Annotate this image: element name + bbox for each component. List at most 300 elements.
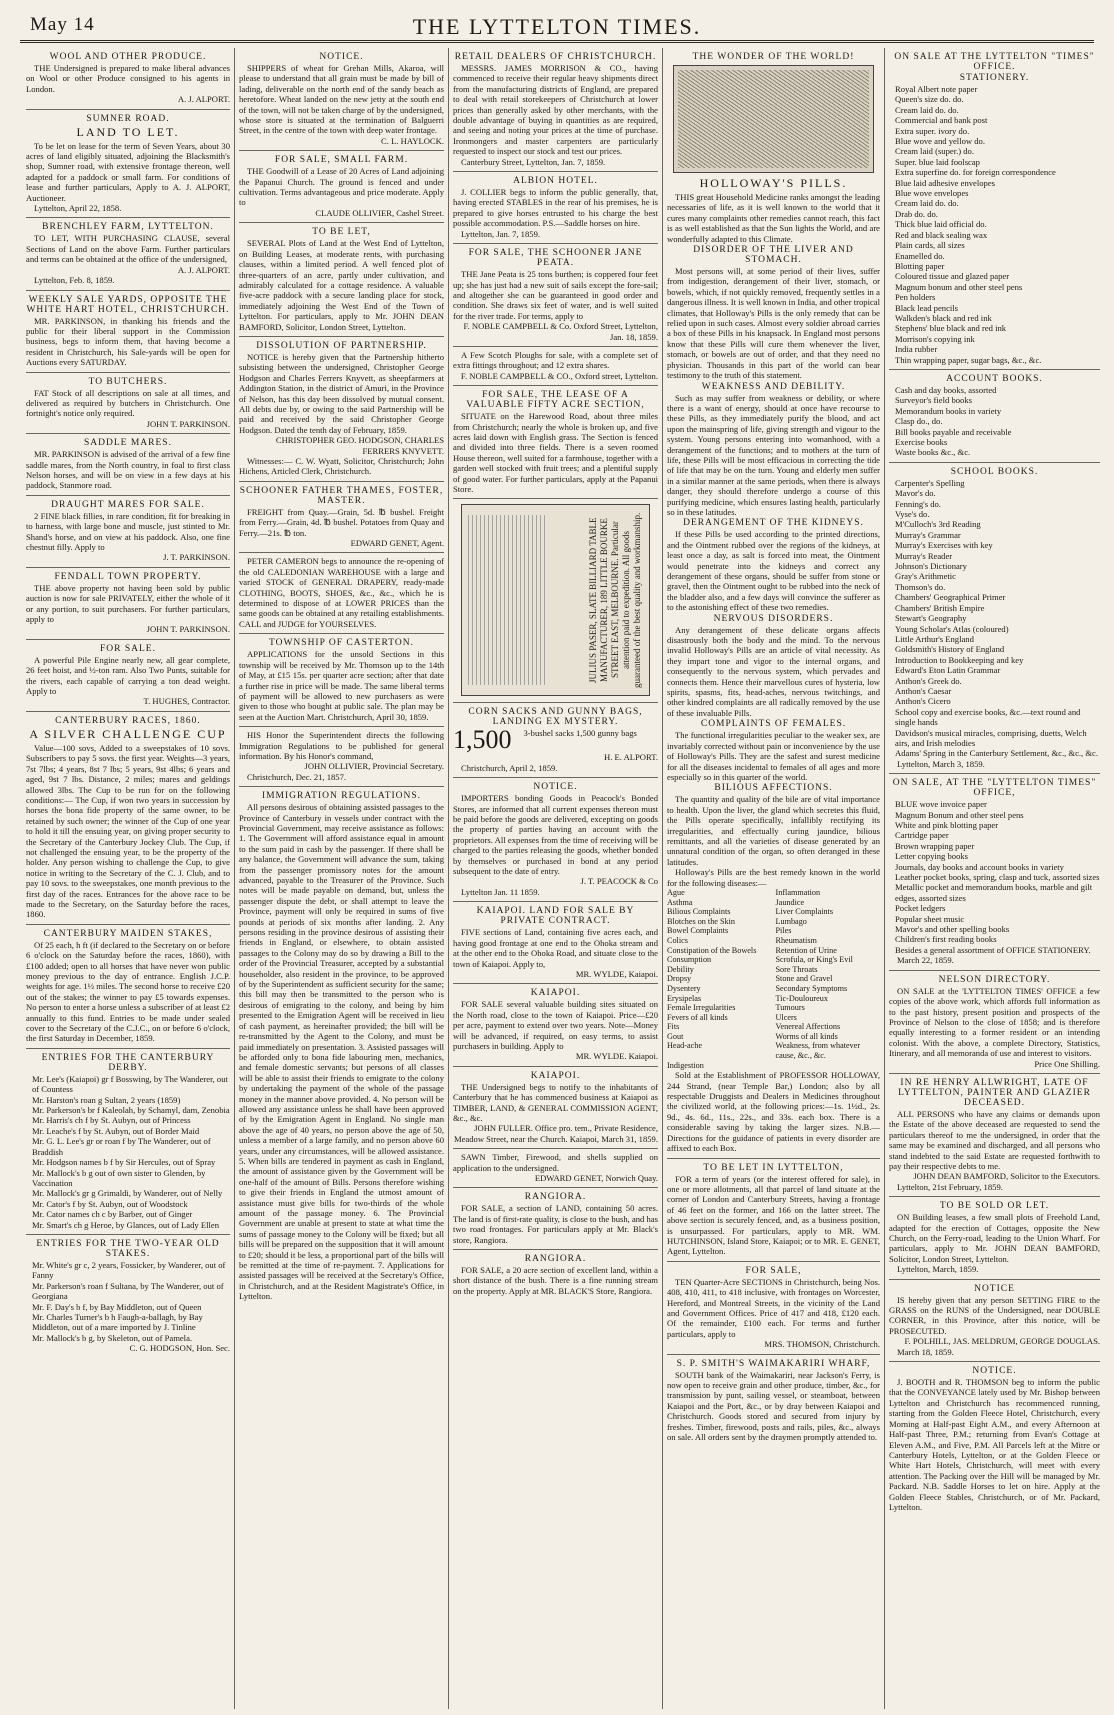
ad-date: Lyttelton, Feb. 8, 1859. <box>34 275 115 286</box>
ad-signature: MRS. THOMSON, Christchurch. <box>764 1339 880 1350</box>
list-item: Blue wove and yellow do. <box>895 136 985 147</box>
ad-body: J. COLLIER begs to inform the public generally, that, having erected STABLES in the rear of his premises, he is prepared to give horses entrusted to his charge the best possible accommodation. P.S.—Saddle horses on hire. <box>453 187 658 229</box>
ad-subheading: BILIOUS AFFECTIONS. <box>714 783 833 794</box>
item-list <box>889 385 1100 458</box>
ad-body: 3-bushel sacks 1,500 gunny bags <box>523 728 637 739</box>
entries-list <box>26 1074 230 1230</box>
list-item: Blotting paper <box>895 260 945 271</box>
ad-body: THE Undersigned is prepared to make liberal advances on Wool or other Produce consigned to his agents in London. <box>26 63 230 94</box>
column-4 <box>662 48 884 1709</box>
list-item: Mr. Lee's (Kaiapoi) gr f Bosswing, by The Wanderer, out of Countess <box>32 1073 228 1095</box>
ad-body: SOUTH bank of the Waimakariri, near Jackson's Ferry, is now open to receive grain and other produce, timber, &c., for transmission by punt, sailing vessel, or steamboat, between Kaiapoi and the Port, &c., or by dray between Kaiapoi and Christchurch. Goods stored and secured from injury by freshes. Timber, firewood, posts and rails, piles, &c., always on sale. All orders sent by the draymen promptly attended to. <box>667 1369 880 1443</box>
list-item: Bilious Complaints <box>667 907 731 917</box>
ad-saddle-mares <box>26 434 230 496</box>
ad-body: Holloway's Pills are the best remedy known in the world for the following diseases:— <box>667 867 880 888</box>
list-item: Popular sheet music <box>895 913 965 924</box>
ad-subheading: WEAKNESS AND DEBILITY. <box>701 381 846 392</box>
list-item: Mr. Leache's f by St. Aubyn, out of Border Maid <box>32 1125 200 1136</box>
ad-body: FOR SALE, a section of LAND, containing 50 acres. The land is of first-rate quality, is close to the bush, and has two road frontages. For particulars apply at Mr. Black's store, Rangiora. <box>453 1203 658 1245</box>
list-item: Besides a general assortment of OFFICE STATIONERY. <box>895 944 1091 955</box>
list-item: Mavor's and other spelling books <box>895 924 1010 935</box>
ad-heading: ENTRIES FOR THE TWO-YEAR OLD STAKES. <box>36 1238 220 1259</box>
list-item: Bill books payable and receivable <box>895 426 1012 437</box>
column-2 <box>234 48 448 1709</box>
ad-signature: C. G. HODGSON, Hon. Sec. <box>129 1343 230 1354</box>
ad-heading: SCHOONER FATHER THAMES, FOSTER, MASTER. <box>239 485 444 506</box>
ad-body: THIS great Household Medicine ranks amongst the leading necessaries of life, as it is well known to the world that it cures many complaints other remedies cannot reach, this fact is as well established as that the Sun lights the World, and are wonderfully adapted to this Climate. <box>667 192 880 244</box>
ad-heading: FOR SALE, THE SCHOONER JANE PEATA. <box>468 248 643 269</box>
ad-heading: KAIAPOI. <box>530 988 581 999</box>
ad-subheading: STATIONERY. <box>959 73 1030 83</box>
list-item: Children's first reading books <box>895 934 997 945</box>
ad-small-farm <box>239 151 444 223</box>
ad-heading: ACCOUNT BOOKS. <box>946 373 1043 384</box>
ad-date: Lyttelton, 21st February, 1859. <box>897 1181 1003 1192</box>
list-item: Little Arthur's England <box>895 633 974 644</box>
list-item: Adams' Spring in the Canterbury Settlement, &c., &c., &c. <box>895 748 1098 759</box>
ad-derby-entries <box>26 1049 230 1235</box>
list-item: Mr. Parkerson's br f Kaleolah, by Schamyl, dam, Zenobia <box>32 1105 230 1116</box>
ad-two-year-old-stakes <box>26 1235 230 1358</box>
list-item: Mr. Hodgson names b f by Sir Hercules, out of Spray <box>32 1157 216 1168</box>
list-item: Chambers' British Empire <box>895 602 985 613</box>
list-item: Venereal Affections <box>775 1022 841 1032</box>
ad-subheading: DERANGEMENT OF THE KIDNEYS. <box>683 518 864 529</box>
ad-body: All persons desirous of obtaining assisted passages to the Province of Canterbury in vessels under contract with the Provincial Government, may receive assistance as follows: 1. The Government will afford assistance equal in amount to the sum paid in cash by the passenger. If there shall be any balance, the Government will advance the sum, taking from the passenger promissory notes for the amount advanced, payable to the Treasurer of the Province. Such notes will be made payable on demand, but, unless the passenger dispute the debt, or shall attempt to leave the Province, payment will only be required in sums of five pounds at periods of six months after landing. 2. Any persons residing in the province desirous of assisting their friends in England, or elsewhere, to obtain assisted passages to the Colony may do so by drawing a Bill to the order of the Provincial Treasurer, accepted by a substantial householder, also resident in the province, to be approved of by the Superintendent as sufficient security for the same; this bill may then be transmitted to the person who is desirous of emigrating to the colony, and being by him presented to the Emigration Agent will be received in lieu of cash payment, as hereinafter provided; the bill will be re-transmitted by the Agent to the Colony, and must be paid immediately on presentation. 3. Assisted passages will be afforded only to bona fide labouring men, mechanics, and female domestic servants; but persons of all classes will be able to assist their friends to emigrate to the colony by undertaking the payment of the whole of the passage money in the manner above provided. 4. No person will be allowed any assistance unless he shall have been approved of by the Emigration Agent in England. No single man above the age of 40 years, no person above the age of 50, unless a member of a large family, and no person above 60 years, under any circumstances, will be allowed assistance. 5. When bills are tendered in payment as cash in England, the amount of assistance given by the Government will be one-half of the amount of Bills. Persons therefore wishing to give their friends in England the utmost amount of assistance must give bills for two-thirds of the whole amount of the passage money. 6. The Provincial Government are unable at present to state at what time the sums of passage money to the Colony will be fixed; but all bills will be prepared on the supposition that it will amount to £20; should it be less, a proportional part of the bills will be remitted at the time of re-payment. 7. Applications for assisted passages will be received at the Secretary's Office, in Christchurch, and at the Resident Magistrate's Office, in Lyttelton. <box>239 802 444 1302</box>
list-item: Anthon's Greek do. <box>895 675 962 686</box>
ad-dissolution-partnership <box>239 337 444 482</box>
ad-heading: FOR SALE, THE LEASE OF A VALUABLE FIFTY ACRE SECTION, <box>466 390 645 411</box>
ad-heading: KAIAPOI. LAND FOR SALE BY PRIVATE CONTRACT. <box>476 906 635 927</box>
ad-body: THE Goodwill of a Lease of 20 Acres of Land adjoining the Papanui Church. The ground is fenced and under cultivation. Terms advantageous and price moderate. Apply to <box>239 166 444 208</box>
list-item: Fevers of all kinds <box>667 1012 728 1022</box>
ad-heading: RETAIL DEALERS OF CHRISTCHURCH. <box>454 52 657 62</box>
ad-body: THE Undersigned begs to notify to the inhabitants of Canterbury that he has commenced business at Kaiapoi as TIMBER, LAND, & GENERAL COMMISSION AGENT, &c., &c. <box>453 1081 658 1123</box>
columns <box>22 48 1104 1709</box>
list-item: Black lead pencils <box>895 302 958 313</box>
ad-heading: NOTICE. <box>319 52 364 62</box>
ad-heading: ALBION HOTEL. <box>513 176 598 187</box>
list-item: Cream laid do. do. <box>895 198 959 209</box>
list-item: Gout <box>667 1031 684 1041</box>
ad-heading: CANTERBURY RACES, 1860. <box>55 715 201 726</box>
ad-body: SEVERAL Plots of Land at the West End of Lyttelton, on Building Leases, at moderate rents, with purchasing clauses, within a limited period. A well fenced plot of three-quarters of an acre, partly under cultivation, and admirably calculated for a cottage residence. A valuable five-acre paddock with a secure landing place for stock, immediately adjoining the West End of the Town of Lyttelton. For particulars, apply to Mr. JOHN DEAN BAMFORD, Solicitor, London Street, Lyttelton. <box>239 238 444 332</box>
ad-body: Sold at the Establishment of PROFESSOR HOLLOWAY, 244 Strand, (near Temple Bar,) London; also by all respectable Druggists and Dealers in Medicines throughout the civilized world, at the following prices:—1s. 1½d., 2s. 9d., 4s. 6d., 11s., 22s., and 33s. each box. There is a considerable saving by taking the larger sizes. N.B.—Directions for the guidance of patients in every disorder are affixed to each Box. <box>667 1070 880 1154</box>
ad-grass-fire-notice <box>889 1280 1100 1362</box>
list-item: Mr. F. Day's b f, by Bay Middleton, out of Queen <box>32 1301 202 1312</box>
list-item: Mavor's do. <box>895 488 936 499</box>
ad-heading: THE WONDER OF THE WORLD! <box>692 52 855 62</box>
ad-schooner-jane-peata <box>453 244 658 347</box>
ad-butchers <box>26 373 230 435</box>
ad-sale-yards <box>26 291 230 373</box>
list-item: Colics <box>667 935 688 945</box>
list-item: Scrofula, or King's Evil <box>775 955 853 965</box>
ad-signature: CLAUDE OLLIVIER, Cashel Street. <box>315 207 444 218</box>
list-item: Goldsmith's History of England <box>895 644 1005 655</box>
list-item: Thick blue laid official do. <box>895 219 987 230</box>
ad-signature: J. T. PEACOCK & Co <box>580 876 658 887</box>
list-item: Chambers' Geographical Primer <box>895 592 1006 603</box>
ad-bonded-stores <box>453 778 658 902</box>
list-item: Exercise books <box>895 437 948 447</box>
ad-signature: JOHN T. PARKINSON. <box>146 624 230 635</box>
ad-signature: JOHN FULLER. Office pro. tem., Private Residence, Meadow Street, near the Church. Kaiapoi, March 31, 1859. <box>453 1123 658 1144</box>
ad-retail-dealers <box>453 48 658 172</box>
ad-heading: TO BE LET, <box>312 227 371 238</box>
ad-rangiora-2 <box>453 1250 658 1300</box>
ad-body: ALL PERSONS who have any claims or demands upon the Estate of the above deceased are requested to send the particulars thereof to me the undersigned, in order that the same may be examined and discharged, and all persons who stand indebted to the said Estate are requested forthwith to pay their respective debts to me. <box>889 1108 1100 1171</box>
list-item: Indigestion <box>667 1060 704 1070</box>
ad-body: ON SALE at the 'LYTTELTON TIMES' OFFICE a few copies of the above work, which affords full information as to the past history, present position and prospects of the Province of Nelson to the close of 1858; and is therefore equally interesting to a former resident or an intending colonist. With the above, a complete Directory, Statistics, Itinerary, and all memoranda of use and interest to visitors. <box>889 985 1100 1059</box>
ad-school-books <box>889 463 1100 774</box>
list-item: Mr. Harston's roan g Sultan, 2 years (1859) <box>32 1094 181 1105</box>
list-item: Murray's Grammar <box>895 529 961 540</box>
disease-list <box>667 888 880 1070</box>
list-item: Extra superfine do. for foreign correspondence <box>895 167 1056 178</box>
ad-nelson-directory <box>889 971 1100 1074</box>
list-item: Mr. Mallock's b g, by Skeleton, out of Pamela. <box>32 1332 193 1343</box>
ad-signature: H. E. ALPORT. <box>604 752 658 763</box>
list-item: Commercial and bank post <box>895 115 988 126</box>
ad-heading: ON SALE AT THE LYTTELTON "TIMES" OFFICE. <box>894 52 1095 72</box>
ad-heading: ENTRIES FOR THE CANTERBURY DERBY. <box>41 1052 215 1073</box>
ad-heading: IN RE HENRY ALLWRIGHT, LATE OF LYTTELTON, PAINTER AND GLAZIER DECEASED. <box>898 1077 1091 1108</box>
engraving-hatching <box>678 70 869 168</box>
ad-body: J. BOOTH and R. THOMSON beg to inform the public that the CONVEYANCE lately used by Mr. Bishop between Lyttelton and Christchurch has recommenced running, starting from the Golden Fleece Hotel, Christchurch, every Morning at Half-past Eight A.M., and every Afternoon at Half-past Three, P.M.; returning from Evan's Cottage at Eleven A.M., and Five, P.M. All Parcels left at the Mitre or Canterbury Hotels, Lyttelton, or at the Golden Fleece or White Hart Hotels, Christchurch, will meet with every attention. The Packing over the Hill will be managed by Mr. Packard. N.B. Saddle Horses to let on hire. Apply at the Golden Fleece Stables, Christchurch, or of Mr. Packard, Lyttelton. <box>889 1377 1100 1512</box>
list-item: Mr. G. L. Lee's gr or roan f by The Wanderer, out of Braddish <box>32 1136 211 1157</box>
ad-canterbury-races <box>26 712 230 925</box>
ad-heading: TOWNSHIP OF CASTERTON. <box>268 638 415 649</box>
ad-signature: T. HUGHES, Contractor. <box>143 696 230 707</box>
list-item: Vyse's do. <box>895 509 930 520</box>
list-item: Introduction to Bookkeeping and key <box>895 654 1024 665</box>
list-item: Secondary Symptoms <box>775 983 848 993</box>
ad-heading: DISSOLUTION OF PARTNERSHIP. <box>256 340 427 351</box>
list-item: Blotches on the Skin <box>667 916 735 926</box>
ad-date: Lyttelton, Jan. 7, 1859. <box>461 228 541 239</box>
ad-body: To be let on lease for the term of Seven Years, about 30 acres of land eligibly situated, adjoining the Blacksmith's shop, Sumner road, with extensive frontage thereon, well adapted for a paddock or small farm. For conditions of lease and further particulars, Apply to A. J. ALPORT, Auctioneer. <box>26 140 230 203</box>
list-item: Piles <box>775 926 792 936</box>
list-item: Morrison's copying ink <box>895 333 975 344</box>
list-item: Mr. Mallock's gr g Grimaldi, by Wanderer, out of Nelly <box>32 1188 223 1199</box>
list-item: Davidson's musical miracles, comprising, duetts, Welch airs, and Irish melodies <box>895 727 1087 748</box>
ad-body: SITUATE on the Harewood Road, about three miles from Christchurch; nearly the whole is broken up, and five acres laid down with English grass. The Section is fenced and divided into three fields. There is a seven roomed House thereon, well suited for a farmhouse, together with a garden well stocked with fruit trees; and a plentiful supply of good water. For further particulars, apply at the Papanui Store. <box>453 411 658 494</box>
ad-signature: EDWARD GENET, Agent. <box>350 538 444 549</box>
list-item: Erysipelas <box>667 993 702 1003</box>
list-item: Cream laid do. do. <box>895 104 959 115</box>
list-item: Extra super. ivory do. <box>895 125 970 136</box>
ad-immigration-regulations <box>239 787 444 1306</box>
list-item: Surveyor's field books <box>895 395 972 406</box>
list-item: Dropsy <box>667 974 692 984</box>
ad-body: Value—100 sovs, Added to a sweepstakes of 10 sovs. Subscribers to pay 5 sovs. the first year. Weights—3 years, 7st 7lbs; 4 years, 8st 7 lbs; 5 years, 9st 4lbs; 6 years and aged, 9st 7 lbs. Distance, 2 miles; mares and geldings allowed 3lbs. The Cup to be run for on the following conditions:— The Cup, if won two years in succession by horses the bona fide property of the same owner, to be retained by such owner; the winner of the Cup of one year to hold it till the ensuing year, on giving proper security to the Secretary of the Canterbury Jockey Club. The Cup, if not challenged the ensuing year, to be the property of the holder. Any person wishing to challenge the Cup, to give notice in writing to the Secretary of the C. J. Club, and to pay 10 sovs. to the sweepstakes, one month previous to the first day of the races. Entrances for the above race to be made to the Secretary, on the Saturday before the races, 1860. <box>26 742 230 920</box>
billiard-table-illustration <box>468 515 548 685</box>
list-item: Drab do. do. <box>895 208 938 219</box>
ad-date: Christchurch, Dec. 21, 1857. <box>247 771 347 782</box>
list-item: Bowel Complaints <box>667 926 729 936</box>
ad-heading: KAIAPOI. <box>530 1070 581 1081</box>
list-item: Dysentery <box>667 983 701 993</box>
list-item: Gray's Arithmetic <box>895 571 956 582</box>
ad-body: SHIPPERS of wheat for Grehan Mills, Akaroa, will please to understand that all grain must be made by bill of lading, deliverable on the north end of the sandy beach as heretofore. Wheat landed on the new jetty at the south end of the town, will not be taken charge of by the undersigned, whose store is situated at the termination of Balguerri Street, in the centre of the town with deep water frontage. <box>239 63 444 136</box>
ad-heading: SCHOOL BOOKS. <box>950 466 1039 477</box>
ad-title: LAND TO LET. <box>76 124 180 139</box>
ad-fifty-acre-lease <box>453 386 658 499</box>
list-item: Mr. Harris's ch f by St. Aubyn, out of Princess <box>32 1115 191 1126</box>
ad-heading: TO BUTCHERS. <box>88 376 168 387</box>
list-item: Jaundice <box>775 897 805 907</box>
list-item: India rubber <box>895 344 938 355</box>
column-5 <box>884 48 1104 1709</box>
ad-heading: WEEKLY SALE YARDS, OPPOSITE THE WHITE HART HOTEL, CHRISTCHURCH. <box>26 294 230 315</box>
ad-sumner-road <box>26 110 230 219</box>
ad-waimakariri-wharf <box>667 1355 880 1447</box>
newspaper-title: THE LYTTELTON TIMES. <box>412 14 702 39</box>
ad-heading: NOTICE. <box>533 782 578 793</box>
ad-body: PETER CAMERON begs to announce the re-opening of the old CALEDONIAN WAREHOUSE with a large and varied STOCK of GENERAL DRAPERY, ready-made CLOTHING, BOOTS, SHOES, &c., &c., which he is determined to dispose of at LOWER PRICES than the same goods can be obtained at any retailing establishments. CALL and JUDGE for YOURSELVES. <box>239 556 444 629</box>
ad-body: MESSRS. JAMES MORRISON & CO., having commenced to receive their regular heavy shipments direct from the manufacturing districts of England, are prepared to deal with retail storekeepers of Christchurch at lower prices than generally asked by other merchants, with the double advantage of buying in quantities as are required, and seeing and noting your prices at the time of purchase. Ironmongers and master carpenters are particularly requested to inspect our stock and test our prices. <box>453 63 658 157</box>
ad-subheading: DISORDER OF THE LIVER AND STOMACH. <box>693 245 854 266</box>
list-item: BLUE wove invoice paper <box>895 799 987 810</box>
ad-body: THE Jane Peata is 25 tons burthen; is coppered four feet up; she has just had a new suit of sails except the fore-sail; and altogether she can be guaranteed in good order and condition. She draws six feet of water, and is well suited for the river trade. For terms, apply to <box>453 269 658 321</box>
list-item: Thin wrapping paper, sugar bags, &c., &c. <box>895 354 1042 365</box>
ad-body: ON Building leases, a few small plots of Freehold Land, adapted for the erection of Cottages, opposite the New Church, on the Ferry-road, leading to the Union Wharf. For particulars, apply to Mr. JOHN DEAN BAMFORD, Solicitor, London Street, Lyttelton. <box>889 1212 1100 1264</box>
vertical-ad-text: JULIUS PASER, SLATE BILLIARD TABLE MANUFACTURER, 189 LITTLE BOURKE STREET EAST, MELBOURNE. Particular attention paid to expedition. All goods guaranteed of the best quality and workmanship. <box>588 512 642 689</box>
ad-body: APPLICATIONS for the unsold Sections in this township will be received by Mr. Thomson up to the 14th of May, at £15 15s. per quarter acre section; after that date a further rise in price will be made. The same liberal terms of payment will be allowed to new purchasers as were given to those who bought at public sale. The plan may be seen at the Auction Mart. Christchurch, April 30, 1859. <box>239 649 444 722</box>
ad-body: TEN Quarter-Acre SECTIONS in Christchurch, being Nos. 408, 410, 411, to 418 inclusive, with frontages on Worcester, Hereford, and Montreal Streets, in the vicinity of the Land and Government Offices. Price of 417 and 418, £120 each. Of the remainder, £100 each. For terms and further particulars, apply to <box>667 1276 880 1339</box>
ad-body: NOTICE is hereby given that the Partnership hitherto subsisting between the undersigned, Christopher George Hodgson and Charles Ferrers Knyvett, as sheepfarmers at Addington Station, in the district of Amuri, in the Province of Nelson, has this day been dissolved by mutual consent. All debts due by, or owing to the said Partnership will be paid and received by the said Christopher George Hodgson. Dated the tenth day of February, 1859. <box>239 351 444 435</box>
ad-albion-hotel <box>453 172 658 244</box>
ad-heading: TO BE SOLD OR LET. <box>939 1201 1050 1212</box>
list-item: Rheumatism <box>775 935 817 945</box>
list-item: Blue wove envelopes <box>895 188 969 199</box>
list-item: Pen holders <box>895 292 936 303</box>
list-item: Young Scholar's Atlas (coloured) <box>895 623 1009 634</box>
ad-signature: JOHN OLLIVIER, Provincial Secretary. <box>304 761 444 772</box>
ad-casterton <box>239 634 444 727</box>
ad-signature: JOHN DEAN BAMFORD, Solicitor to the Executors. <box>913 1171 1100 1182</box>
ad-heading: FOR SALE, <box>745 1265 802 1276</box>
item-list <box>889 84 1100 365</box>
ad-pile-engine <box>26 640 230 712</box>
list-item: Pocket ledgers <box>895 903 946 914</box>
ad-date: Lyttelton, March, 1859. <box>897 1264 979 1275</box>
ad-to-let-lyttelton <box>667 1159 880 1262</box>
ad-signature: F. NOBLE CAMPBELL & Co. Oxford Street, Lyttelton, Jan. 18, 1859. <box>463 321 658 342</box>
list-item: Mr. Parkerson's roan f Sultana, by The Wanderer, out of Georgiana <box>32 1280 224 1302</box>
ad-witness: Witnesses:— C. W. Wyatt, Solicitor, Christchurch; John Hichens, Articled Clerk, Christchurch. <box>239 456 444 477</box>
ad-heading: IMMIGRATION REGULATIONS. <box>261 791 422 802</box>
ad-body: IMPORTERS bonding Goods in Peacock's Bonded Stores, are informed that all current expenses thereon must be paid before the goods are delivered, excepting on goods the property of parties having an account with the proprietors. All expenses from the time of receiving will be charged to the parties releasing the goods, whether bonded by themselves or purchased in bond at any period subsequent to the date of entry. <box>453 793 658 877</box>
ad-holloways-pills <box>667 48 880 1159</box>
ad-conveyance <box>889 1362 1100 1516</box>
column-3 <box>448 48 662 1709</box>
list-item: Stephens' blue black and red ink <box>895 323 1007 334</box>
list-item: Coloured tissue and glazed paper <box>895 271 1010 282</box>
ad-heading: FOR SALE. <box>100 643 156 654</box>
ad-date: Lyttelton, March 3, 1859. <box>897 758 985 769</box>
list-item: Waste books &c., &c. <box>895 447 971 458</box>
list-item: Weakness, from whatever cause, &c., &c. <box>775 1041 861 1061</box>
ad-heading: ON SALE, AT THE "LYTTELTON TIMES" OFFICE, <box>892 778 1097 799</box>
masthead <box>20 8 1094 43</box>
list-item: Mr. Cator names ch c by Barber, out of Ginger <box>32 1209 193 1220</box>
ad-signature: EDWARD GENET, Norwich Quay. <box>534 1173 658 1183</box>
list-item: Journals, day books and account books in variety <box>895 861 1064 872</box>
ad-body: IS hereby given that any person SETTING FIRE to the GRASS on the RUNS of the Undersigned, near DOUBLE CORNER, in this Province, after this notice, will be PROSECUTED. <box>889 1294 1100 1336</box>
list-item: Stewart's Geography <box>895 613 967 624</box>
list-item: Metallic pocket and memorandum books, marble and gilt edges, assorted sizes <box>895 882 1093 903</box>
list-item: Lumbago <box>775 916 807 926</box>
ad-body: TO LET, WITH PURCHASING CLAUSE, several Sections of Land on the above Farm. Further particulars and terms can be obtained at the office of the undersigned, <box>26 233 230 265</box>
ad-scotch-ploughs <box>453 347 658 386</box>
list-item: Murray's Reader <box>895 550 953 561</box>
ad-heading: CANTERBURY MAIDEN STAKES, <box>43 928 213 939</box>
ad-signature: F. POLHILL, JAS. MELDRUM, GEORGE DOUGLAS. <box>904 1336 1100 1347</box>
list-item: Ulcers <box>775 1012 797 1022</box>
ad-body: Of 25 each, h ft (if declared to the Secretary on or before 6 o'clock on the Saturday before the races, 1860), with £100 added; open to all horses that have never won public money previous to the day of entrance. English J.C.P. weights for age. 1½ miles. The second horse to receive £20 out of the stakes; the winner to pay £5 towards expenses. No person to enter a horse unless a subscriber of at least £2 annually to this fund. Entries to be made under sealed cover to the Secretary of the C.J.C., on or before 6 o'clock, the first Saturday in December, 1859. <box>26 939 230 1044</box>
list-item: Murray's Exercises with key <box>895 540 993 551</box>
ad-body: FAT Stock of all descriptions on sale at all times, and delivered as required by butchers in Christchurch. One fortnight's notice only required. <box>26 387 230 419</box>
list-item: Asthma <box>667 897 693 907</box>
ad-body: The functional irregularities peculiar to the weaker sex, are invariably corrected without pain or inconvenience by the use of Holloway's Pills. They are the safest and surest medicine for all the diseases incidental to females of all ages and more especially so in this quarter of the world. <box>667 730 880 782</box>
list-item: Mr. Cator's f by St. Aubyn, out of Woodstock <box>32 1198 188 1209</box>
list-item: Consumption <box>667 955 712 965</box>
ad-to-be-let <box>239 223 444 337</box>
list-item: Blue laid adhesive envelopes <box>895 177 995 188</box>
ad-fendall-town <box>26 568 230 640</box>
ad-title: A SILVER CHALLENGE CUP <box>29 726 227 741</box>
list-item: School copy and exercise books, &c.—text round and single hands <box>895 706 1081 728</box>
ad-brenchley-farm <box>26 218 230 290</box>
ad-signature: MR. WYLDE. Kaiapoi. <box>575 1051 658 1062</box>
list-item: Anthon's Cicero <box>895 696 951 707</box>
ad-heading: TO BE LET IN LYTTELTON, <box>703 1162 844 1173</box>
list-item: Mr. Charles Turner's b h Faugh-a-ballagh, by Bay Middleton, out of a mare imported by J. Tinline <box>32 1311 203 1333</box>
ad-date: Lyttelton Jan. 11 1859. <box>461 886 540 897</box>
list-item: Johnson's Dictionary <box>895 561 967 572</box>
ad-signature: JOHN T. PARKINSON. <box>146 418 230 429</box>
ad-title: HOLLOWAY'S PILLS. <box>699 176 848 190</box>
list-item: Constipation of the Bowels <box>667 945 757 955</box>
ad-body: FIVE sections of Land, containing five acres each, and having good frontage at one end to the Ohoka stream and at the other end to the Ohoka Road, and situate close to the town of Kaiapoi. Apply to, <box>453 927 658 969</box>
ad-heading: SADDLE MARES. <box>84 438 172 449</box>
ad-signature: J. T. PARKINSON. <box>163 552 230 563</box>
list-item: Mr. Mallock's b g out of own sister to Glenden, by Vaccination <box>32 1167 206 1188</box>
list-item: Tic-Douloureux <box>775 993 828 1003</box>
ad-body: FOR SALE, a 20 acre section of excellent land, within a short distance of the bush. There is a fine running stream on the property. Apply at MR. BLACK'S Store, Rangiora. <box>453 1265 658 1296</box>
list-item: Enamelled do. <box>895 250 945 261</box>
list-item: Tumours <box>775 1003 805 1013</box>
ad-kaiapoi-commission-agent <box>453 1067 658 1149</box>
issue-date: May 14 <box>30 14 95 35</box>
list-item: Ague <box>667 887 685 897</box>
list-item: Liver Complaints <box>775 907 834 917</box>
list-item: White and pink blotting paper <box>895 820 999 830</box>
ad-quarter-acre-sections <box>667 1262 880 1355</box>
ad-body: If these Pills be used according to the printed directions, and the Ointment rubbed over the regions of the kidneys, at least once a day, as salt is forced into meat, the Ointment would penetrate into the kidneys and correct any derangement of these organs, should be suffer from stone or gravel, then the Ointment ought to be rubbed into the neck of the bladder also, and a few days will convince the sufferer as to the astonishing effect of these two remedies. <box>667 529 880 613</box>
list-item: Super. blue laid foolscap <box>895 156 980 167</box>
list-item: Cartridge paper <box>895 830 949 841</box>
ad-schooner-father-thames <box>239 482 444 554</box>
ad-subheading: NERVOUS DISORDERS. <box>713 613 834 624</box>
ad-heading: S. P. SMITH'S WAIMAKARIRI WHARF, <box>676 1358 871 1369</box>
ad-heading: SUMNER ROAD. <box>86 113 170 124</box>
ad-body: A powerful Pile Engine nearly new, all gear complete, 26 feet hoist, and ½-ton ram. Also Two Punts, suitable for the rivers, each capable of carrying a ton dead weight. Apply to <box>26 654 230 697</box>
ad-rangiora-1 <box>453 1188 658 1250</box>
list-item: Debility <box>667 964 694 974</box>
billiard-ad-box <box>461 504 650 696</box>
list-item: Worms of all kinds <box>775 1031 838 1041</box>
list-item: Brown wrapping paper <box>895 840 975 851</box>
list-item: Leather pocket books, spring, clasp and tuck, assorted sizes <box>895 872 1100 883</box>
ad-billiard-tables <box>453 499 658 703</box>
ad-body: THE above property not having been sold by public auction is now for sale PRIVATELY, either the whole of it or any portion, to suit purchasers. For further particulars, apply to <box>26 582 230 625</box>
item-list <box>889 799 1100 955</box>
engraving-illustration <box>673 65 874 173</box>
ad-body: Such as may suffer from weakness or debility, or where there is a want of energy, should at once have recourse to these Pills, as they immediately purify the blood, and act upon the mainspring of life, giving strength and vigour to the system. Young persons entering into womanhood, with a derangement of the functions; and to mothers at the turn of life, these Pills will be most efficacious in correcting the tide of life that may be on the turn. Young and elderly men suffer in a similar manner at the same periods, when there is always danger, they should therefore undergo a course of this purifying medicine, which ensures lasting health, particularly so in these latitudes. <box>667 392 880 517</box>
ad-grehan-mills-notice <box>239 48 444 151</box>
ad-heading: RANGIORA. <box>524 1192 587 1203</box>
list-item <box>776 1061 881 1071</box>
list-item: Mr. Smart's ch g Heroe, by Glances, out of Lady Ellen <box>32 1219 219 1230</box>
entries-list <box>26 1260 230 1343</box>
list-item: Fits <box>667 1022 680 1032</box>
list-item: Retention of Urine <box>775 945 837 955</box>
ad-body: MR. PARKINSON is advised of the arrival of a few fine saddle mares, from the North country, in foal to first class Nelson horses, and will be on view in a few days at his paddock, Stanmore road. <box>26 449 230 491</box>
ad-peter-cameron <box>239 553 444 634</box>
quantity-number: 1,500 <box>453 725 512 755</box>
ad-stationery <box>889 48 1100 370</box>
ad-heading: CORN SACKS AND GUNNY BAGS, LANDING EX MYSTERY. <box>468 707 643 728</box>
list-item: Plain cards, all sizes <box>895 240 965 251</box>
ad-signature: C. L. HAYLOCK. <box>381 135 444 146</box>
ad-sold-or-let <box>889 1197 1100 1279</box>
list-item: Sore Throats <box>775 964 818 974</box>
list-item: Cash and day books, assorted <box>895 384 997 395</box>
ad-body: HIS Honor the Superintendent directs the following Immigration Regulations to be published for general information. By his Honor's command, <box>239 730 444 761</box>
list-item: Magnum Bonum and other steel pens <box>895 809 1024 820</box>
ad-date: Lyttelton, April 22, 1858. <box>34 203 122 214</box>
ad-heading: NOTICE. <box>972 1366 1017 1377</box>
ad-heading: BRENCHLEY FARM, LYTTELTON. <box>42 222 214 233</box>
ad-body: Most persons will, at some period of their lives, suffer from indigestion, derangement of their liver, stomach, or bowels, which, if not quickly removed, frequently settles in a dangerous illness. It is well known in India, and other tropical climates, that Holloway's Pills is the only remedy that can be relied upon in such cases. Almost every soldier abroad carries a box of these Pills in his knapsack. In England most persons know that these Pills will cure them whenever the liver, stomach, or bowels are out of order, and that they need no physician. Thousands in this part of the world can bear testimony to the truth of this statement. <box>667 266 880 381</box>
ad-draught-mares <box>26 496 230 568</box>
ad-body: 2 FINE black fillies, in rare condition, fit for breaking in to harness, with large bone and muscle, just stinted to Mr. Shand's horse, and on view at his paddock. Also, one fine chestnut filly. Apply to <box>26 510 230 552</box>
list-item: Red and black sealing wax <box>895 229 988 240</box>
list-item: Female Irregularities <box>667 1003 736 1013</box>
ad-signature: A. J. ALPORT. <box>177 94 230 105</box>
ad-price: Price One Shilling. <box>1034 1058 1100 1069</box>
ad-wool-produce <box>26 48 230 110</box>
ad-maiden-stakes <box>26 925 230 1049</box>
ad-date: Christchurch, April 2, 1859. <box>461 762 558 773</box>
list-item: Anthon's Caesar <box>895 685 952 696</box>
list-item: Letter copying books <box>895 851 969 862</box>
list-item: Carpenter's Spelling <box>895 477 965 488</box>
ad-heading: FOR SALE, SMALL FARM. <box>274 155 409 166</box>
ad-body: FOR SALE several valuable building sites situated on the North road, close to the town of Kaiapoi. Price—£20 per acre, payment to extend over two years. Note—Money will be advanced, if required, on easy terms, to assist purchasers in building. Apply to <box>453 999 658 1051</box>
list-item: Queen's size do. do. <box>895 94 964 105</box>
list-item: Mr. White's gr c, 2 years, Fossicker, by Wanderer, out of Fanny <box>32 1259 226 1281</box>
ad-heading: RANGIORA. <box>524 1254 587 1265</box>
ad-sawn-timber <box>453 1149 658 1188</box>
list-item: Stone and Gravel <box>775 974 833 984</box>
ad-kaiapoi-land <box>453 902 658 984</box>
ad-heading: WOOL AND OTHER PRODUCE. <box>49 52 207 62</box>
list-item: Fenning's do. <box>895 498 941 509</box>
